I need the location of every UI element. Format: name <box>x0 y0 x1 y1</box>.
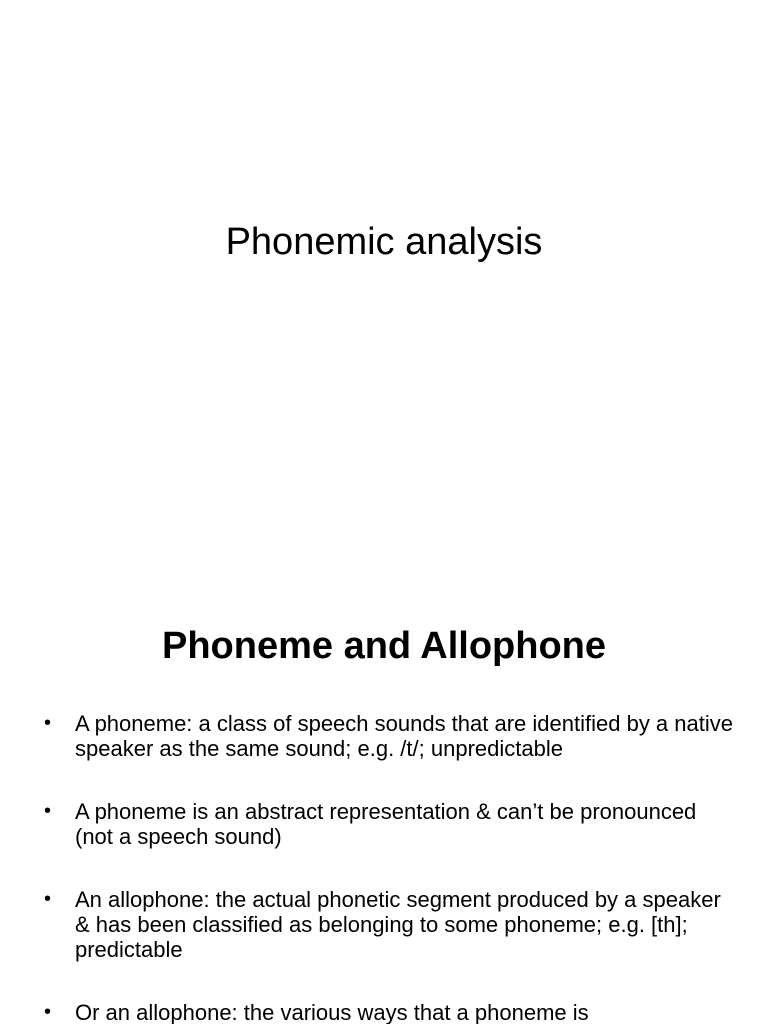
bullet-marker: • <box>44 888 52 910</box>
bullet-item <box>44 799 734 849</box>
bullet-list <box>44 711 734 1024</box>
slide-1-title: Phonemic analysis <box>225 221 543 263</box>
bullet-marker: • <box>44 712 52 734</box>
bullet-text: A phoneme is an abstract representation & can’t be pronounced (not a speech sound) <box>75 799 697 849</box>
bullet-marker: • <box>44 1001 52 1023</box>
bullet-item <box>44 887 734 962</box>
slide-2-title: Phoneme and Allophone <box>161 625 607 667</box>
bullet-item <box>44 1000 734 1024</box>
bullet-text: Or an allophone: the various ways that a phoneme is <box>75 1000 589 1024</box>
bullet-item <box>44 711 734 761</box>
bullet-text: A phoneme: a class of speech sounds that are identified by a native speaker as the same sound; e.g. /t/; unpredictable <box>75 711 733 761</box>
slide-2 <box>0 576 768 1024</box>
bullet-marker: • <box>44 800 52 822</box>
bullet-text: An allophone: the actual phonetic segment produced by a speaker & has been classified as belonging to some phoneme; e.g. [th]; predictable <box>75 887 721 962</box>
